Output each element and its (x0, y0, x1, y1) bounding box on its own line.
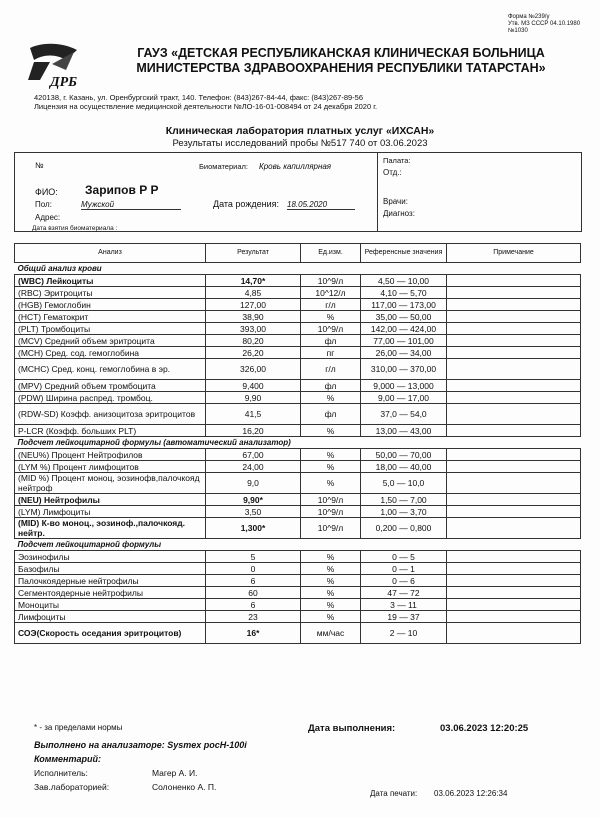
note-cell (447, 335, 581, 347)
head-of-lab-name: Солоненко А. П. (152, 782, 217, 792)
executor-label: Исполнитель: (34, 768, 88, 778)
note-cell (447, 506, 581, 518)
table-row (15, 587, 581, 599)
reference-range: 2 — 10 (361, 623, 447, 644)
reference-range: 9,00 — 17,00 (361, 392, 447, 404)
form-approval: Утв. МЗ СССР 04.10.1980 №1030 (508, 21, 581, 34)
unit-value: % (301, 587, 361, 599)
reference-range: 3 — 11 (361, 599, 447, 611)
analysis-name: Эозинофилы (15, 551, 206, 563)
note-cell (447, 587, 581, 599)
reference-range: 142,00 — 424,00 (361, 323, 447, 335)
reference-range: 117,00 — 173,00 (361, 299, 447, 311)
result-value: 9,400 (206, 380, 301, 392)
analysis-name: (RBC) Эритроциты (15, 287, 206, 299)
unit-value: мм/час (301, 623, 361, 644)
column-header: Анализ (15, 244, 206, 263)
reference-range: 77,00 — 101,00 (361, 335, 447, 347)
table-row (15, 287, 581, 299)
analyzer-info: Выполнено на анализаторе: Sysmex pocH-100i (34, 740, 247, 750)
table-row (15, 311, 581, 323)
analysis-name: (MID %) Процент моноц, эозинофв,палочкояд нейтроф (15, 473, 206, 494)
org-line-1: ГАУЗ «ДЕТСКАЯ РЕСПУБЛИКАНСКАЯ КЛИНИЧЕСКАЯ БОЛЬНИЦА (137, 46, 545, 60)
section-title: Общий анализ крови (15, 263, 581, 275)
note-cell (447, 575, 581, 587)
column-header: Ед.изм. (301, 244, 361, 263)
unit-value: фл (301, 335, 361, 347)
note-cell (447, 599, 581, 611)
number-label: № (35, 161, 44, 170)
note-cell (447, 425, 581, 437)
note-cell (447, 494, 581, 506)
unit-value: % (301, 392, 361, 404)
note-cell (447, 623, 581, 644)
column-header: Результат (206, 244, 301, 263)
reference-range: 19 — 37 (361, 611, 447, 623)
result-value: 9,90* (206, 494, 301, 506)
result-value: 0 (206, 563, 301, 575)
table-row (15, 551, 581, 563)
unit-value: пг (301, 347, 361, 359)
table-row (15, 404, 581, 425)
fio-value: Зарипов Р Р (85, 183, 159, 197)
result-value: 5 (206, 551, 301, 563)
unit-value: % (301, 551, 361, 563)
results-body (15, 263, 581, 644)
analysis-name: Моноциты (15, 599, 206, 611)
doctor-label: Врачи: (383, 197, 408, 206)
unit-value: % (301, 599, 361, 611)
analysis-name: Базофилы (15, 563, 206, 575)
result-value: 16,20 (206, 425, 301, 437)
unit-value: % (301, 563, 361, 575)
unit-value: фл (301, 380, 361, 392)
reference-range: 9,000 — 13,000 (361, 380, 447, 392)
unit-value: % (301, 311, 361, 323)
analysis-name: (MID) К-во моноц., эозиноф.,палочкояд. нейтр. (15, 518, 206, 539)
reference-range: 1,50 — 7,00 (361, 494, 447, 506)
analysis-name: (WBC) Лейкоциты (15, 275, 206, 287)
form-number: Форма №239/у (508, 14, 550, 20)
result-value: 80,20 (206, 335, 301, 347)
unit-value: % (301, 575, 361, 587)
note-cell (447, 299, 581, 311)
table-row (15, 359, 581, 380)
analysis-name: (MCV) Средний объем эритроцита (15, 335, 206, 347)
diagnosis-label: Диагноз: (383, 209, 415, 218)
result-value: 393,00 (206, 323, 301, 335)
unit-value: фл (301, 404, 361, 425)
unit-value: г/л (301, 359, 361, 380)
reference-range: 18,00 — 40,00 (361, 461, 447, 473)
note-cell (447, 287, 581, 299)
dob-value: 18.05.2020 (287, 200, 355, 210)
result-value: 6 (206, 599, 301, 611)
result-value: 60 (206, 587, 301, 599)
analysis-name: (MCH) Сред. сод. гемоглобина (15, 347, 206, 359)
out-of-range-note: * - за пределами нормы (34, 723, 123, 732)
executor-name: Магер А. И. (152, 768, 198, 778)
note-cell (447, 359, 581, 380)
analysis-name: P-LCR (Коэфф. больших PLT) (15, 425, 206, 437)
table-row (15, 275, 581, 287)
analysis-name: (NEU%) Процент Нейтрофилов (15, 449, 206, 461)
result-value: 6 (206, 575, 301, 587)
table-row (15, 599, 581, 611)
note-cell (447, 551, 581, 563)
unit-value: % (301, 425, 361, 437)
column-header: Референсные значения (361, 244, 447, 263)
results-table (14, 243, 581, 644)
result-value: 9,90 (206, 392, 301, 404)
table-row (15, 425, 581, 437)
section-row (15, 539, 581, 551)
sex-label: Пол: (35, 200, 52, 209)
analysis-name: (PDW) Ширина распред. тромбоц. (15, 392, 206, 404)
result-value: 67,00 (206, 449, 301, 461)
section-title: Подсчет лейкоцитарной формулы (автоматический анализатор) (15, 437, 581, 449)
section-row (15, 437, 581, 449)
done-date-label: Дата выполнения: (308, 723, 396, 734)
note-cell (447, 563, 581, 575)
analysis-name: (HGB) Гемоглобин (15, 299, 206, 311)
section-row (15, 263, 581, 275)
analysis-name: (LYM %) Процент лимфоцитов (15, 461, 206, 473)
table-row (15, 392, 581, 404)
unit-value: % (301, 611, 361, 623)
org-line-2: МИНИСТЕРСТВА ЗДРАВООХРАНЕНИЯ РЕСПУБЛИКИ ТАТАРСТАН» (136, 61, 546, 75)
table-row (15, 563, 581, 575)
note-cell (447, 611, 581, 623)
note-cell (447, 461, 581, 473)
result-value: 14,70* (206, 275, 301, 287)
table-row (15, 323, 581, 335)
analysis-name: (HCT) Гематокрит (15, 311, 206, 323)
address-label: Адрес: (35, 213, 61, 222)
analysis-name: (LYM) Лимфоциты (15, 506, 206, 518)
print-date-value: 03.06.2023 12:26:34 (434, 789, 508, 798)
reference-range: 4,10 — 5,70 (361, 287, 447, 299)
table-row (15, 506, 581, 518)
result-value: 326,00 (206, 359, 301, 380)
biomaterial-label: Биоматериал: (199, 162, 248, 171)
patient-info-box (14, 152, 582, 232)
table-row (15, 335, 581, 347)
address-block (34, 93, 377, 111)
analysis-name: (RDW-SD) Коэфф. анизоцитоза эритроцитов (15, 404, 206, 425)
ward-label: Палата: (383, 156, 411, 165)
reference-range: 4,50 — 10,00 (361, 275, 447, 287)
license-line: Лицензия на осуществление медицинской деятельности №ЛО-16-01-008494 от 24 декабря 2020 г. (34, 102, 378, 111)
unit-value: 10^9/л (301, 275, 361, 287)
unit-value: 10^9/л (301, 323, 361, 335)
analysis-name: (PLT) Тромбоциты (15, 323, 206, 335)
result-value: 1,300* (206, 518, 301, 539)
table-row (15, 611, 581, 623)
unit-value: 10^9/л (301, 518, 361, 539)
hospital-logo-icon (22, 40, 84, 90)
table-row (15, 449, 581, 461)
reference-range: 0 — 5 (361, 551, 447, 563)
biomaterial-value: Кровь капиллярная (259, 162, 332, 171)
lab-title: Клиническая лаборатория платных услуг «ИХСАН» (165, 125, 435, 137)
note-cell (447, 518, 581, 539)
reference-range: 1,00 — 3,70 (361, 506, 447, 518)
reference-range: 50,00 — 70,00 (361, 449, 447, 461)
address-line: 420138, г. Казань, ул. Оренбургский тракт, 140. Телефон: (843)267-84-44, факс: (843)267-89-56 (34, 93, 364, 102)
fio-label: ФИО: (35, 187, 58, 197)
result-value: 4,85 (206, 287, 301, 299)
reference-range: 37,0 — 54,0 (361, 404, 447, 425)
table-row (15, 473, 581, 494)
table-header-row (15, 244, 581, 263)
sex-value: Мужской (81, 200, 181, 210)
table-row (15, 461, 581, 473)
note-cell (447, 323, 581, 335)
unit-value: % (301, 473, 361, 494)
column-header: Примечание (447, 244, 581, 263)
reference-range: 0 — 6 (361, 575, 447, 587)
unit-value: % (301, 461, 361, 473)
reference-range: 5,0 — 10,0 (361, 473, 447, 494)
analysis-name: (MPV) Средний объем тромбоцита (15, 380, 206, 392)
dob-label: Дата рождения: (213, 199, 279, 209)
table-row (15, 347, 581, 359)
note-cell (447, 347, 581, 359)
reference-range: 310,00 — 370,00 (361, 359, 447, 380)
comment-label: Комментарий: (34, 754, 101, 764)
result-value: 9,0 (206, 473, 301, 494)
result-value: 38,90 (206, 311, 301, 323)
note-cell (447, 392, 581, 404)
unit-value: 10^12/л (301, 287, 361, 299)
result-value: 24,00 (206, 461, 301, 473)
result-value: 127,00 (206, 299, 301, 311)
note-cell (447, 404, 581, 425)
patient-box-divider (377, 153, 378, 231)
analysis-name: Лимфоциты (15, 611, 206, 623)
table-row (15, 299, 581, 311)
reference-range: 0,200 — 0,800 (361, 518, 447, 539)
table-row (15, 575, 581, 587)
note-cell (447, 275, 581, 287)
unit-value: г/л (301, 299, 361, 311)
result-value: 41,5 (206, 404, 301, 425)
svg-text:ДРБ: ДРБ (50, 75, 78, 90)
section-title: Подсчет лейкоцитарной формулы (15, 539, 581, 551)
result-value: 16* (206, 623, 301, 644)
reference-range: 13,00 — 43,00 (361, 425, 447, 437)
analysis-name: Сегментоядерные нейтрофилы (15, 587, 206, 599)
note-cell (447, 449, 581, 461)
result-value: 23 (206, 611, 301, 623)
print-date-label: Дата печати: (370, 789, 418, 798)
form-reference (508, 14, 600, 35)
note-cell (447, 380, 581, 392)
table-row (15, 518, 581, 539)
result-value: 3,50 (206, 506, 301, 518)
unit-value: 10^9/л (301, 494, 361, 506)
table-row (15, 494, 581, 506)
result-value: 26,20 (206, 347, 301, 359)
note-cell (447, 311, 581, 323)
analysis-name: (MCHC) Сред. конц. гемоглобина в эр. (15, 359, 206, 380)
department-label: Отд.: (383, 168, 402, 177)
reference-range: 35,00 — 50,00 (361, 311, 447, 323)
reference-range: 0 — 1 (361, 563, 447, 575)
table-row (15, 623, 581, 644)
reference-range: 47 — 72 (361, 587, 447, 599)
done-date-value: 03.06.2023 12:20:25 (440, 723, 529, 734)
sample-date-label: Дата взятия биоматериала : (32, 225, 118, 232)
table-row (15, 380, 581, 392)
unit-value: 10^9/л (301, 506, 361, 518)
head-of-lab-label: Зав.лабораторией: (34, 782, 110, 792)
analysis-name: (NEU) Нейтрофилы (15, 494, 206, 506)
results-title: Результаты исследований пробы №517 740 от 03.06.2023 (172, 138, 428, 149)
analysis-name: Палочкоядерные нейтрофилы (15, 575, 206, 587)
reference-range: 26,00 — 34,00 (361, 347, 447, 359)
analysis-name: СОЭ(Скорость оседания эритроцитов) (15, 623, 206, 644)
unit-value: % (301, 449, 361, 461)
organization-name (88, 46, 594, 76)
note-cell (447, 473, 581, 494)
